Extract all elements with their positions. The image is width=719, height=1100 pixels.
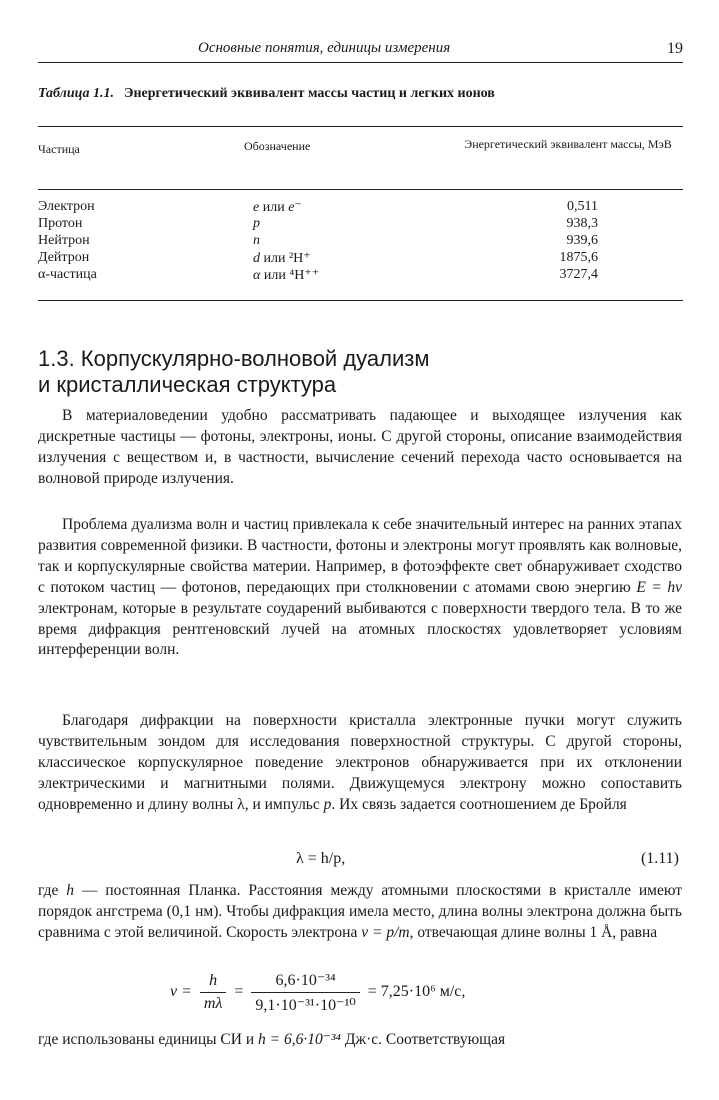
paragraph-3: Благодаря дифракции на поверхности кристалла электронные пучки могут служить чувствительным зондом для исследования поверхностной структуры. С другой стороны, классическое корпускулярное поведение электронов обнаруживается при их отклонении электрическими и магнитными полями. Движущемуся электрону можно сопоставить одновременно и длину волны λ, и импульс p. Их связь задается соотношением де Бройля [38, 712, 682, 813]
table-header-symbol: Обозначение [244, 139, 311, 153]
table-header-energy: Энергетический эквивалент массы, МэВ [464, 137, 672, 151]
section-title [38, 346, 430, 398]
paragraph-2: Проблема дуализма волн и частиц привлекала к себе значительный интерес на ранних этапах развития современной физики. В частности, фотоны и электроны могут проявлять как волновые, так и корпускулярные свойства материи. Например, в фотоэффекте свет обнаруживает сходство с потоком частиц — фотонов, передающих при столкновении с атомами свою энергию E = hν электронам, которые в результате соударений выбиваются с поверхности твердого тела. В то же время дифракция рентгеновский лучей на атомных плоскостях удовлетворяет условиям интерференции волн. [38, 516, 683, 659]
cell-particle: Нейтрон [38, 233, 90, 248]
paragraph-5: где использованы единицы СИ и h = 6,6·10⁻³⁴ Дж·с. Соответствующая [38, 1031, 506, 1048]
table-caption-text: Энергетический эквивалент массы частиц и легких ионов [123, 86, 495, 101]
table-row [38, 250, 683, 267]
table-bottom-rule [38, 300, 683, 301]
fraction-h-over-m-lambda: $\frac{h}{m\lambda}$ [200, 972, 226, 1013]
running-title: Основные понятия, единицы измерения [198, 40, 451, 56]
equation-de-broglie: λ = h/p, [296, 850, 346, 867]
paragraph-4: где h — постоянная Планка. Расстояния между атомными плоскостями в кристалле имеют порядок ангстрема (0,1 нм). Чтобы дифракция имела место, длина волны электрона должна быть сравнима с этой величиной. Скорость электрона v = p/m, отвечающая длине волны 1 Å, равна [38, 882, 683, 941]
cell-symbol: n [253, 233, 260, 248]
fraction-numeric: $\frac{\text{6,6·10⁻³⁴}}{\text{9,1·10⁻³¹·10⁻¹⁰}}$ [251, 970, 359, 1015]
table-row [38, 216, 683, 233]
table-header-particle: Частица [38, 142, 80, 156]
cell-particle: Электрон [38, 199, 95, 214]
velocity-lhs: v = [170, 983, 192, 1001]
table-caption [38, 86, 495, 102]
cell-energy: 0,511 [567, 199, 598, 214]
section-title-line-1: 1.3. Корпускулярно-волновой дуализм [38, 346, 430, 371]
cell-particle: Дейтрон [38, 250, 90, 265]
velocity-result: = 7,25·10⁶ м/с, [367, 983, 466, 1001]
table-caption-label: Таблица 1.1. [38, 86, 114, 101]
equation-number: (1.11) [640, 850, 679, 867]
equation-velocity: v = $\frac{h}{m\lambda}$ = $\frac{\text{6,6·10⁻³⁴}}{\text{9,1·10⁻³¹·10⁻¹⁰}}$ = 7,25·10⁶ м/с, [170, 972, 466, 1014]
table-header-rule [38, 189, 683, 190]
cell-energy: 939,6 [566, 233, 598, 248]
section-title-line-2: и кристаллическая структура [38, 372, 337, 397]
table-top-rule [38, 126, 683, 127]
cell-energy: 1875,6 [559, 250, 598, 265]
cell-particle: α-частица [38, 267, 97, 282]
table-row [38, 199, 683, 216]
formula-photon-energy: E = hν [636, 578, 683, 596]
cell-symbol: e или e⁻ [253, 200, 302, 215]
paragraph-1: В материаловедении удобно рассматривать падающее и выходящее излучения как дискретные частицы — фотоны, электроны, ионы. С другой стороны, описание взаимодействия излучения с веществом и, в частности, вычисление сечений перехода часто основывается на волновой природе излучения. [38, 407, 682, 487]
page-number: 19 [667, 40, 683, 57]
table-row [38, 233, 683, 250]
cell-symbol: α или ⁴H⁺⁺ [253, 268, 320, 283]
cell-energy: 3727,4 [559, 267, 598, 282]
cell-energy: 938,3 [566, 216, 598, 231]
running-head [38, 38, 683, 63]
table-row [38, 267, 683, 284]
cell-symbol: p [253, 216, 260, 231]
cell-particle: Протон [38, 216, 83, 231]
cell-symbol: d или ²H⁺ [253, 251, 311, 266]
